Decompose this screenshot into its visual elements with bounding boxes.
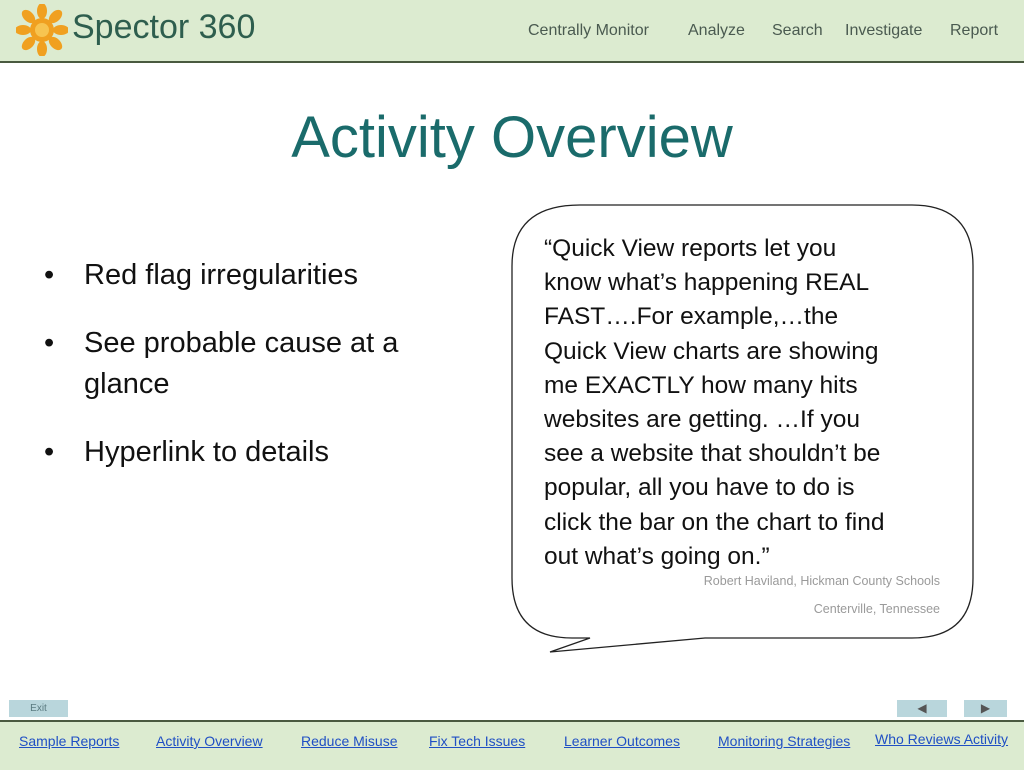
bullet-item: • Hyperlink to details [44,432,484,473]
prev-slide-button[interactable] [897,700,947,717]
nav-search[interactable]: Search [772,22,823,39]
next-slide-button[interactable] [964,700,1007,717]
footer-link-activity-overview[interactable]: Activity Overview [156,733,263,749]
quote-line: know what’s happening REAL [544,269,870,297]
footer-link-learner-outcomes[interactable]: Learner Outcomes [564,733,680,749]
quote-line: click the bar on the chart to find [544,508,885,536]
triangle-left-icon: ◀ [917,701,927,715]
quote-location: Centerville, Tennessee [813,602,940,616]
footer-link-sample-reports[interactable]: Sample Reports [19,733,120,749]
footer-link-monitoring-strategies[interactable]: Monitoring Strategies [718,733,851,749]
nav-centrally-monitor[interactable]: Centrally Monitor [528,22,649,39]
footer-link-reduce-misuse[interactable]: Reduce Misuse [301,733,398,749]
triangle-right-icon: ▶ [980,701,991,715]
bullet-item: • Red flag irregularities [44,255,484,296]
footer-link-who-reviews-activity[interactable]: Who Reviews Activity [875,731,1009,747]
footer-nav [0,720,1024,770]
quote-line: “Quick View reports let you [544,235,837,262]
quote-line: popular, all you have to do is [544,474,855,502]
testimonial-quote [544,232,954,574]
exit-button[interactable]: Exit [9,700,68,717]
nav-investigate[interactable]: Investigate [845,22,923,39]
quote-line: FAST….For example,…the [544,303,839,331]
nav-report[interactable]: Report [950,22,999,39]
quote-line: out what’s going on.” [544,542,770,570]
quote-author: Robert Haviland, Hickman County Schools [703,574,940,588]
quote-line: me EXACTLY how many hits [544,371,858,399]
quote-line: Quick View charts are showing [544,337,879,365]
quote-line: websites are getting. …If you [544,406,860,434]
footer-link-fix-tech-issues[interactable]: Fix Tech Issues [429,733,526,749]
slide-title: Activity Overview [291,105,733,170]
bullet-item: • See probable cause at a glance [44,323,484,405]
nav-analyze[interactable]: Analyze [688,22,745,39]
quote-line: see a website that shouldn’t be [544,440,881,468]
brand-name: Spector 360 [72,8,256,46]
